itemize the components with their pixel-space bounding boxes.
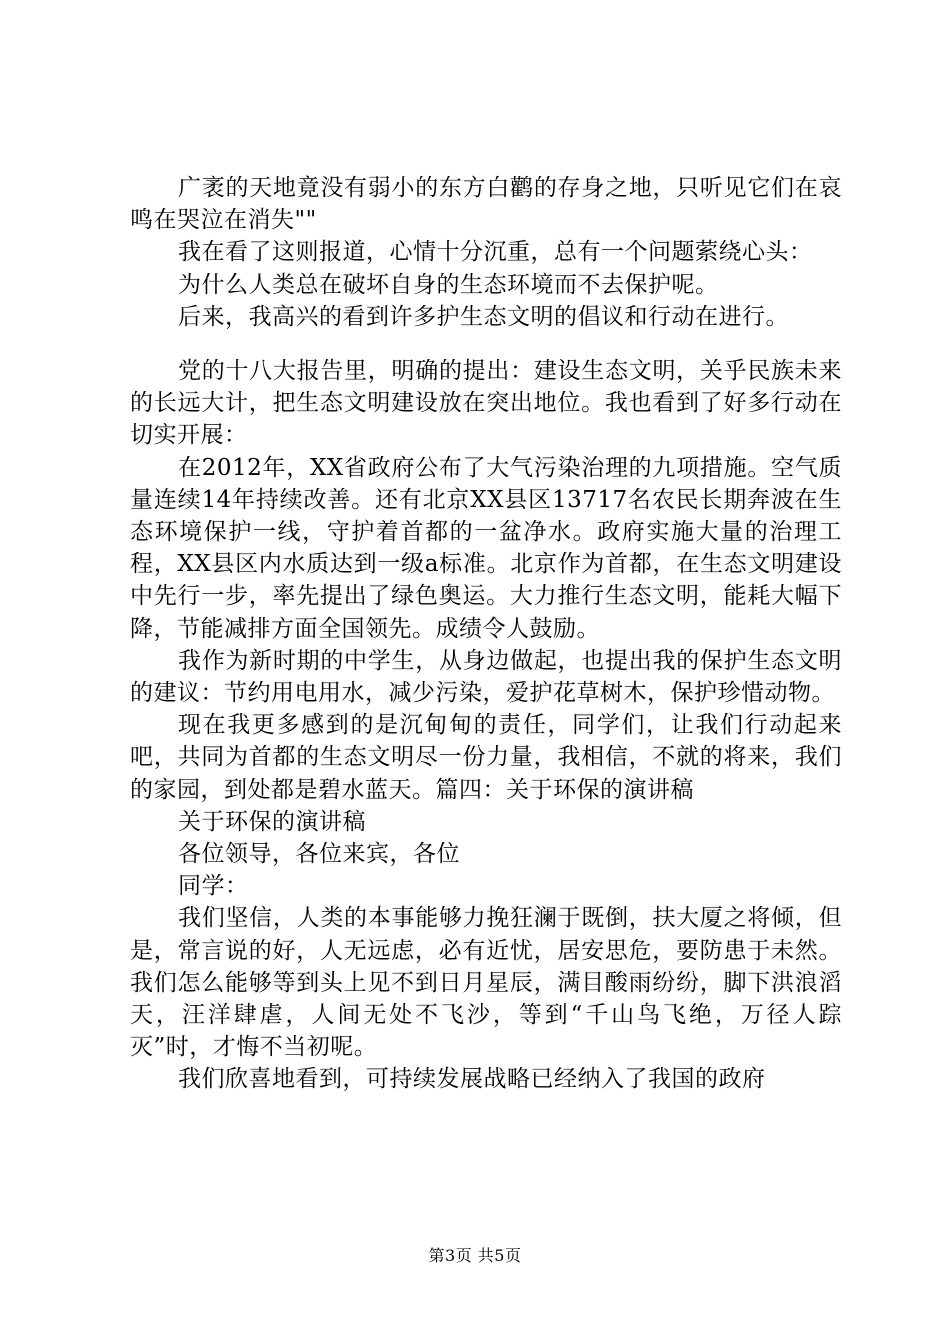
paragraph: 我在看了这则报道，心情十分沉重，总有一个问题萦绕心头： [178,239,813,266]
paragraph: 我作为新时期的中学生，从身边做起，也提出我的保护生态文明的建议：节约用电用水，减少污染，爱护花草树木，保护珍惜动物。 [130,647,842,707]
paragraph: 现在我更多感到的是沉甸甸的责任，同学们，让我们行动起来吧，共同为首都的生态文明尽一份力量，我相信，不就的将来，我们的家园，到处都是碧水蓝天。篇四：关于环保的演讲稿 [130,712,842,803]
document-body [130,172,842,1096]
paragraph: 同学： [178,873,249,900]
paragraph: 我们坚信，人类的本事能够力挽狂澜于既倒，扶大厦之将倾，但是，常言说的好，人无远虑，必有近忧，居安思危，要防患于未然。我们怎么能够等到头上见不到日月星辰，满目酸雨纷纷，脚下洪浪滔天，汪洋肆虐，人间无处不飞沙，等到“千山鸟飞绝，万径人踪灭”时，才悔不当初呢。 [130,905,842,1061]
page-number-footer: 第3页 共5页 [428,1246,522,1265]
paragraph: 关于环保的演讲稿 [178,808,366,835]
paragraph: 在2012年，XX省政府公布了大气污染治理的九项措施。空气质量连续14年持续改善。还有北京XX县区13717名农民长期奔波在生态环境保护一线，守护着首都的一盆净水。政府实施大量的治理工程，XX县区内水质达到一级a标准。北京作为首都，在生态文明建设中先行一步，率先提出了绿色奥运。大力推行生态文明，能耗大幅下降，节能减排方面全国领先。成绩令人鼓励。 [130,454,842,642]
paragraph: 各位领导，各位来宾，各位 [178,841,460,868]
paragraph: 后来，我高兴的看到许多护生态文明的倡议和行动在进行。 [178,303,789,330]
paragraph: 我们欣喜地看到，可持续发展战略已经纳入了我国的政府 [178,1066,766,1093]
paragraph: 为什么人类总在破坏自身的生态环境而不去保护呢。 [178,271,719,298]
paragraph: 党的十八大报告里，明确的提出：建设生态文明，关乎民族未来的长远大计，把生态文明建设放在突出地位。我也看到了好多行动在切实开展： [130,358,842,449]
paragraph: 广袤的天地竟没有弱小的东方白鹳的存身之地，只听见它们在哀鸣在哭泣在消失"" [130,175,842,234]
